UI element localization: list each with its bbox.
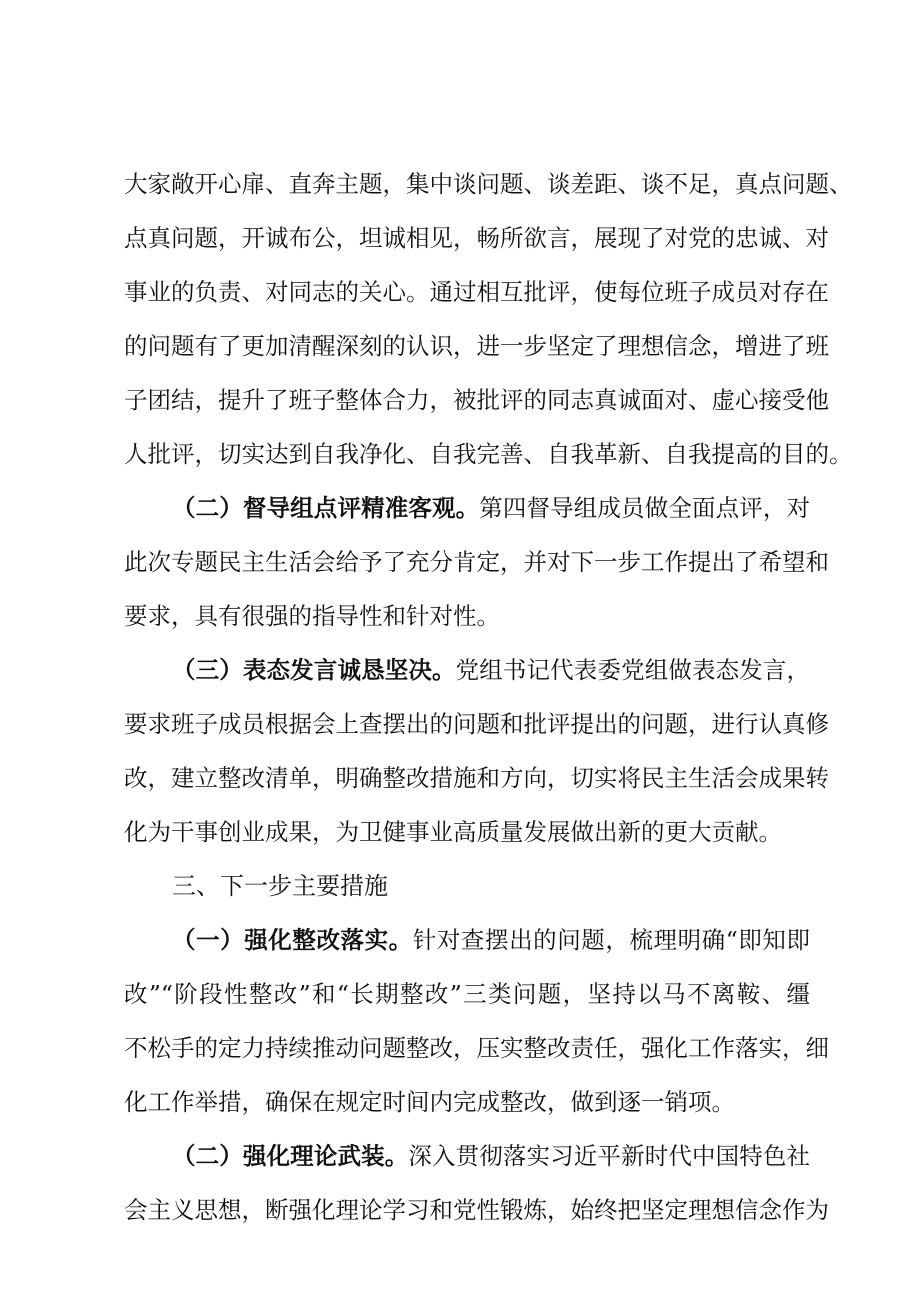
paragraph-2-line-2: 此次专题民主生活会给予了充分肯定，并对下一步工作提出了希望和 bbox=[124, 548, 829, 576]
paragraph-3-lead: （三）表态发言诚恳坚决。 bbox=[172, 656, 456, 684]
paragraph-4-line-2: 改”“阶段性整改”和“长期整改”三类问题，坚持以马不离鞍、缰 bbox=[124, 980, 810, 1008]
paragraph-1-line-3: 事业的负责、对同志的关心。通过相互批评，使每位班子成员对存在 bbox=[124, 278, 829, 306]
paragraph-3-first-rest: 党组书记代表委党组做表态发言， bbox=[455, 656, 811, 684]
paragraph-2-first-rest: 第四督导组成员做全面点评，对 bbox=[479, 494, 810, 522]
paragraph-4-first-rest: 针对查摆出的问题，梳理明确“即知即 bbox=[412, 926, 811, 954]
paragraph-3-line-2: 要求班子成员根据会上查摆出的问题和批评提出的问题，进行认真修 bbox=[124, 710, 829, 738]
paragraph-1-line-1: 大家敞开心扉、直奔主题，集中谈问题、谈差距、谈不足，真点问题、 bbox=[124, 170, 853, 198]
paragraph-2-lead: （二）督导组点评精准客观。 bbox=[172, 494, 480, 522]
paragraph-4-lead: （一）强化整改落实。 bbox=[172, 926, 413, 954]
paragraph-3-line-3: 改，建立整改清单，明确整改措施和方向，切实将民主生活会成果转 bbox=[124, 764, 829, 792]
paragraph-2-line-3: 要求，具有很强的指导性和针对性。 bbox=[124, 602, 500, 630]
paragraph-5-lead: （二）强化理论武装。 bbox=[172, 1142, 409, 1170]
paragraph-3-line-1 bbox=[172, 650, 810, 690]
paragraph-1-line-4: 的问题有了更加清醒深刻的认识，进一步坚定了理想信念，增进了班 bbox=[124, 332, 829, 360]
paragraph-1-line-5: 子团结，提升了班子整体合力，被批评的同志真诚面对、虚心接受他 bbox=[124, 386, 829, 414]
paragraph-4-line-4: 化工作举措，确保在规定时间内完成整改，做到逐一销项。 bbox=[124, 1088, 735, 1116]
paragraph-5-line-1 bbox=[172, 1136, 810, 1176]
section-heading: 三、下一步主要措施 bbox=[172, 872, 388, 900]
paragraph-1-line-2: 点真问题，开诚布公，坦诚相见，畅所欲言，展现了对党的忠诚、对 bbox=[124, 224, 829, 252]
paragraph-1-line-6: 人批评，切实达到自我净化、自我完善、自我革新、自我提高的目的。 bbox=[124, 440, 853, 468]
paragraph-4-line-3: 不松手的定力持续推动问题整改，压实整改责任，强化工作落实，细 bbox=[124, 1034, 829, 1062]
paragraph-5-line-2: 会主义思想，断强化理论学习和党性锻炼，始终把坚定理想信念作为 bbox=[124, 1196, 829, 1224]
paragraph-5-first-rest: 深入贯彻落实习近平新时代中国特色社 bbox=[408, 1142, 811, 1170]
paragraph-4-line-1 bbox=[172, 920, 810, 960]
paragraph-2-line-1 bbox=[172, 488, 810, 528]
paragraph-3-line-4: 化为干事创业成果，为卫健事业高质量发展做出新的更大贡献。 bbox=[124, 818, 782, 846]
